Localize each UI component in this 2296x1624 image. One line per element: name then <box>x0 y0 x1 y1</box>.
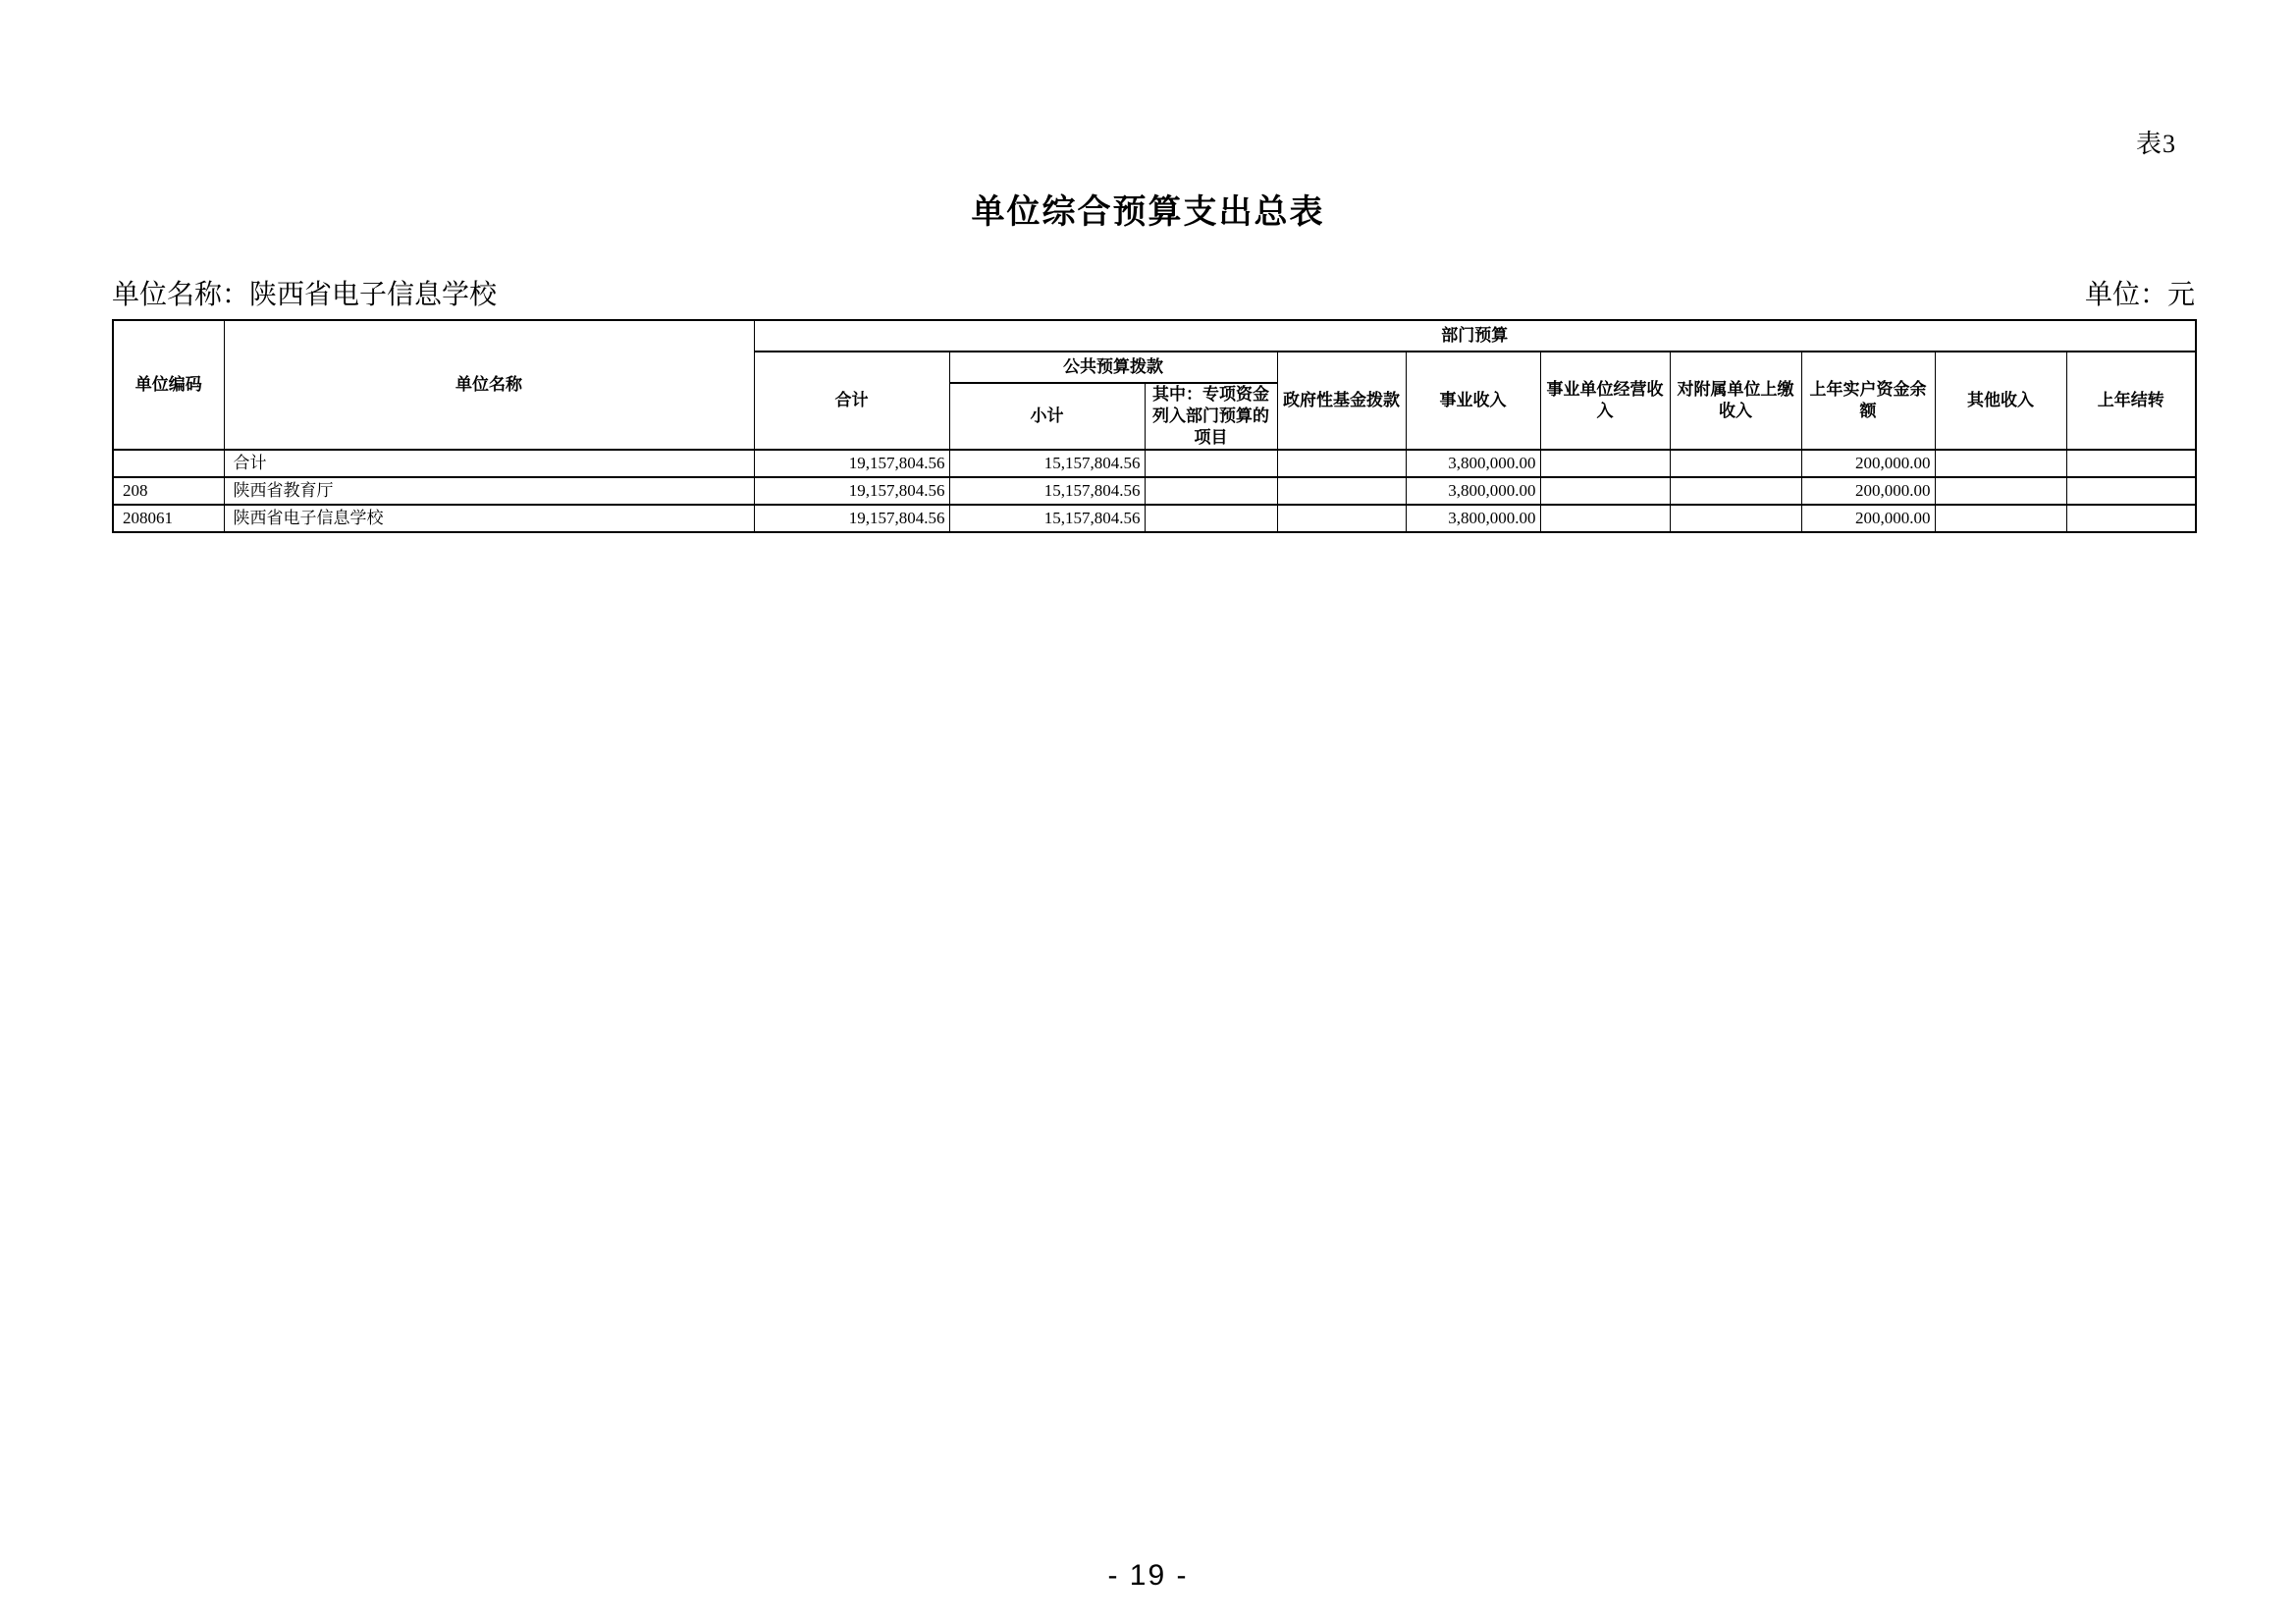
col-header-gov-fund: 政府性基金拨款 <box>1277 352 1406 450</box>
cell-gov-fund <box>1277 477 1406 505</box>
table-meta-row <box>112 273 2195 312</box>
cell-unit-code: 208061 <box>113 505 224 532</box>
cell-operating-income <box>1540 505 1670 532</box>
cell-subtotal: 15,157,804.56 <box>949 450 1145 477</box>
table-row <box>113 505 2196 532</box>
table-row <box>113 450 2196 477</box>
col-header-affiliated-remit-income: 对附属单位上缴收入 <box>1670 352 1801 450</box>
cell-other-income <box>1935 505 2066 532</box>
col-header-business-income: 事业收入 <box>1406 352 1540 450</box>
cell-prev-year-actual-balance: 200,000.00 <box>1801 477 1935 505</box>
page-number: - 19 - <box>1107 1559 1189 1592</box>
cell-operating-income <box>1540 450 1670 477</box>
cell-unit-code <box>113 450 224 477</box>
cell-operating-income <box>1540 477 1670 505</box>
table-row <box>113 477 2196 505</box>
cell-prev-year-actual-balance: 200,000.00 <box>1801 450 1935 477</box>
col-header-public-budget: 公共预算拨款 <box>949 352 1277 383</box>
cell-other-income <box>1935 450 2066 477</box>
cell-unit-name: 合计 <box>224 450 754 477</box>
cell-prev-year-carryover <box>2066 505 2196 532</box>
col-header-operating-income: 事业单位经营收入 <box>1540 352 1670 450</box>
unit-name-label: 单位名称：陕西省电子信息学校 <box>112 280 498 310</box>
col-header-dept-budget: 部门预算 <box>754 320 2196 352</box>
cell-business-income: 3,800,000.00 <box>1406 450 1540 477</box>
col-header-special-fund-item: 其中：专项资金列入部门预算的项目 <box>1145 383 1277 450</box>
cell-total: 19,157,804.56 <box>754 505 949 532</box>
col-header-total: 合计 <box>754 352 949 450</box>
page-title: 单位综合预算支出总表 <box>971 194 1325 231</box>
cell-prev-year-actual-balance: 200,000.00 <box>1801 505 1935 532</box>
cell-special-fund-item <box>1145 477 1277 505</box>
cell-total: 19,157,804.56 <box>754 477 949 505</box>
cell-prev-year-carryover <box>2066 477 2196 505</box>
cell-affiliated-remit-income <box>1670 477 1801 505</box>
cell-other-income <box>1935 477 2066 505</box>
col-header-subtotal: 小计 <box>949 383 1145 450</box>
cell-special-fund-item <box>1145 505 1277 532</box>
cell-unit-code: 208 <box>113 477 224 505</box>
header-row-top <box>113 320 2196 352</box>
cell-unit-name: 陕西省教育厅 <box>224 477 754 505</box>
cell-special-fund-item <box>1145 450 1277 477</box>
cell-business-income: 3,800,000.00 <box>1406 505 1540 532</box>
col-header-unit-name: 单位名称 <box>224 320 754 450</box>
cell-business-income: 3,800,000.00 <box>1406 477 1540 505</box>
sheet-number-label: 表3 <box>2135 130 2176 158</box>
cell-affiliated-remit-income <box>1670 505 1801 532</box>
cell-gov-fund <box>1277 505 1406 532</box>
cell-subtotal: 15,157,804.56 <box>949 477 1145 505</box>
cell-prev-year-carryover <box>2066 450 2196 477</box>
cell-affiliated-remit-income <box>1670 450 1801 477</box>
col-header-prev-year-carryover: 上年结转 <box>2066 352 2196 450</box>
budget-table <box>112 319 2197 533</box>
cell-total: 19,157,804.56 <box>754 450 949 477</box>
unit-currency-label: 单位：元 <box>2084 280 2195 310</box>
col-header-prev-year-actual-balance: 上年实户资金余额 <box>1801 352 1935 450</box>
cell-gov-fund <box>1277 450 1406 477</box>
cell-subtotal: 15,157,804.56 <box>949 505 1145 532</box>
col-header-unit-code: 单位编码 <box>113 320 224 450</box>
col-header-other-income: 其他收入 <box>1935 352 2066 450</box>
cell-unit-name: 陕西省电子信息学校 <box>224 505 754 532</box>
